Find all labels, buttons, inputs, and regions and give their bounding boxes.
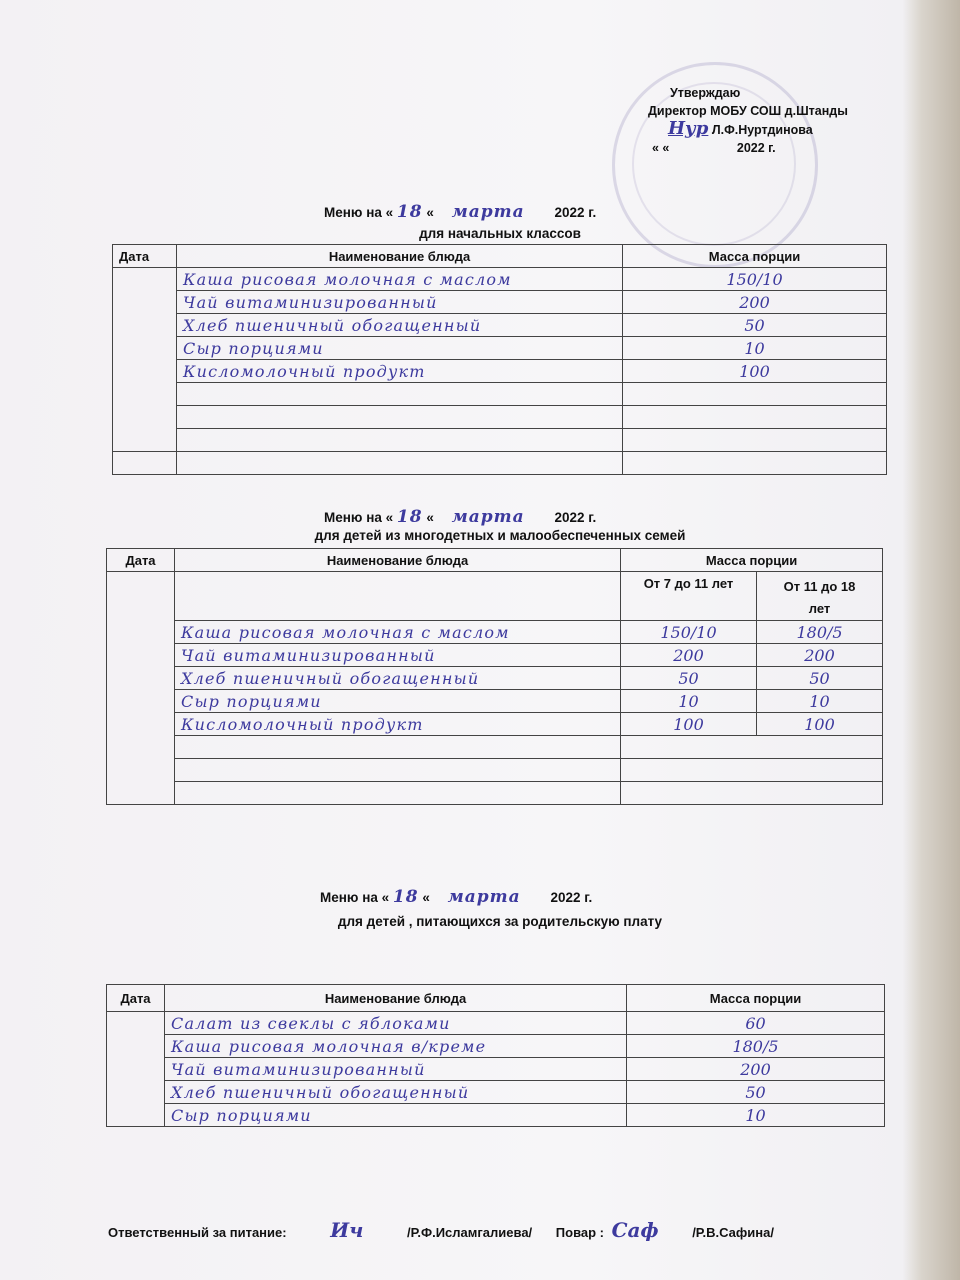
menu2-header-mass: Масса порции	[621, 549, 883, 572]
director-name: Л.Ф.Нуртдинова	[711, 123, 813, 137]
dish-mass: 10	[623, 337, 887, 360]
dish-mass-7-11: 200	[621, 644, 757, 667]
menu3-table	[106, 984, 885, 1127]
table-row	[113, 314, 887, 337]
approval-line1: Утверждаю	[670, 86, 741, 100]
menu2-header-date: Дата	[107, 549, 175, 572]
dish-mass-7-11: 100	[621, 713, 757, 736]
responsible-name: /Р.Ф.Исламгалиева/	[407, 1225, 533, 1240]
menu2-day: 18	[396, 507, 423, 527]
menu1-table	[112, 244, 887, 475]
approval-line3	[648, 120, 888, 139]
table-row	[113, 360, 887, 383]
table-row-empty	[107, 759, 883, 782]
dish-name: Чай витаминизированный	[165, 1058, 627, 1081]
menu3-header-date: Дата	[107, 985, 165, 1012]
approval-line2: Директор МОБУ СОШ д.Штанды	[648, 104, 848, 118]
dish-mass-7-11: 150/10	[621, 621, 757, 644]
menu1-header-date: Дата	[113, 245, 177, 268]
table-row	[107, 713, 883, 736]
table-row-empty	[107, 736, 883, 759]
dish-mass: 60	[627, 1012, 885, 1035]
dish-mass: 180/5	[627, 1035, 885, 1058]
menu2-age-row	[107, 572, 883, 621]
dish-mass-7-11: 50	[621, 667, 757, 690]
dish-name: Каша рисовая молочная в/креме	[165, 1035, 627, 1058]
table-row-empty	[113, 383, 887, 406]
cook-name: /Р.В.Сафина/	[692, 1225, 774, 1240]
dish-mass: 150/10	[623, 268, 887, 291]
menu3-header-row	[107, 985, 885, 1012]
dish-mass-7-11: 10	[621, 690, 757, 713]
dish-mass-11-18: 200	[757, 644, 883, 667]
table-row	[107, 621, 883, 644]
dish-mass: 200	[627, 1058, 885, 1081]
menu1-header-row	[113, 245, 887, 268]
dish-mass: 200	[623, 291, 887, 314]
dish-mass-11-18: 180/5	[757, 621, 883, 644]
menu2-title: Меню на « 18 « марта 2022 г.	[324, 507, 597, 527]
menu2-subtitle: для детей из многодетных и малообеспеченных семей	[314, 528, 686, 543]
table-row-empty	[113, 406, 887, 429]
dish-mass-11-18: 100	[757, 713, 883, 736]
dish-name: Чай витаминизированный	[175, 644, 621, 667]
table-row	[107, 1012, 885, 1035]
dish-name: Хлеб пшеничный обогащенный	[177, 314, 623, 337]
dish-mass: 50	[623, 314, 887, 337]
table-row	[107, 690, 883, 713]
dish-mass-11-18: 10	[757, 690, 883, 713]
dish-mass: 50	[627, 1081, 885, 1104]
director-signature: Нур	[668, 118, 709, 139]
dish-name: Сыр порциями	[177, 337, 623, 360]
menu1-title: Меню на « 18 « марта 2022 г.	[324, 202, 597, 222]
table-row	[107, 1081, 885, 1104]
menu2-header-row	[107, 549, 883, 572]
menu3-header-name: Наименование блюда	[165, 985, 627, 1012]
dish-mass: 10	[627, 1104, 885, 1127]
responsible-label: Ответственный за питание:	[108, 1225, 287, 1240]
table-row-empty	[107, 782, 883, 805]
menu3-header-mass: Масса порции	[627, 985, 885, 1012]
dish-name: Кисломолочный продукт	[175, 713, 621, 736]
menu3-title: Меню на « 18 « марта 2022 г.	[320, 887, 593, 907]
table-row	[113, 291, 887, 314]
footer-signatures	[108, 1218, 774, 1242]
approval-date-quotes: « «	[652, 141, 670, 155]
menu3-month: марта	[447, 887, 521, 907]
menu1-day: 18	[396, 202, 423, 222]
table-row	[107, 1058, 885, 1081]
dish-name: Сыр порциями	[165, 1104, 627, 1127]
approval-line4	[648, 139, 888, 157]
table-row-empty	[113, 429, 887, 452]
table-row	[107, 1104, 885, 1127]
table-row	[113, 268, 887, 291]
menu1-date-cell	[113, 268, 177, 452]
menu2-header-name: Наименование блюда	[175, 549, 621, 572]
dish-name: Хлеб пшеничный обогащенный	[165, 1081, 627, 1104]
menu1-subtitle: для начальных классов	[419, 226, 581, 241]
menu2-table	[106, 548, 883, 805]
menu1-header-name: Наименование блюда	[177, 245, 623, 268]
menu2-date-cell	[107, 572, 175, 805]
table-row	[107, 667, 883, 690]
menu1-month: марта	[451, 202, 525, 222]
dish-name: Каша рисовая молочная с маслом	[177, 268, 623, 291]
menu3-day: 18	[392, 887, 419, 907]
menu1-header-mass: Масса порции	[623, 245, 887, 268]
approval-block	[648, 84, 888, 157]
cook-label: Повар :	[555, 1225, 605, 1240]
responsible-signature: Ич	[330, 1218, 364, 1242]
age-group-7-11: От 7 до 11 лет	[621, 572, 757, 621]
dish-name: Сыр порциями	[175, 690, 621, 713]
dish-name: Чай витаминизированный	[177, 291, 623, 314]
menu2-month: марта	[451, 507, 525, 527]
dish-name: Хлеб пшеничный обогащенный	[175, 667, 621, 690]
age-group-11-18: От 11 до 18 лет	[757, 572, 883, 621]
table-row	[113, 337, 887, 360]
menu3-date-cell	[107, 1012, 165, 1127]
table-row-empty	[113, 452, 887, 475]
dish-mass: 100	[623, 360, 887, 383]
menu3-subtitle: для детей , питающихся за родительскую плату	[337, 914, 663, 929]
table-row	[107, 1035, 885, 1058]
dish-name: Кисломолочный продукт	[177, 360, 623, 383]
dish-mass-11-18: 50	[757, 667, 883, 690]
dish-name: Салат из свеклы с яблоками	[165, 1012, 627, 1035]
cook-signature: Саф	[611, 1218, 659, 1242]
approval-year: 2022 г.	[736, 141, 776, 155]
table-row	[107, 644, 883, 667]
dish-name: Каша рисовая молочная с маслом	[175, 621, 621, 644]
